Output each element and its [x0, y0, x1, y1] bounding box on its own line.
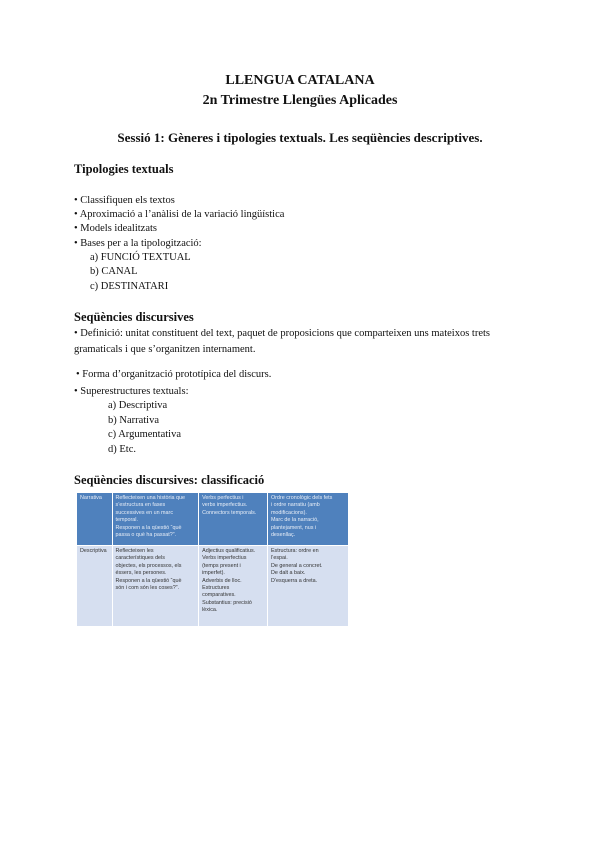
- sub-list-item: b) Narrativa: [108, 415, 160, 426]
- table-cell: Adjectius qualificatius. Verbs imperfectius (temps present i imperfet). Adverbis de lloc. Estructures comparatives. Substantius: precisió lèxica.: [199, 546, 268, 627]
- table-cell: Narrativa: [77, 493, 113, 546]
- document-subtitle: 2n Trimestre Llengües Aplicades: [202, 93, 398, 108]
- table-row: [77, 493, 349, 546]
- definition-paragraph: • Definició: unitat constituent del text, paquet de proposicions que comparteixen uns mateixos trets gramaticals i que s’organitzen internament.: [74, 328, 490, 355]
- sub-list-item: b) CANAL: [90, 266, 138, 277]
- table-cell: Estructura: ordre en l’espai. De general a concret. De dalt a baix. D’esquerra a dreta.: [267, 546, 348, 627]
- list-item: • Classifiquen els textos: [74, 195, 175, 206]
- document-title: LLENGUA CATALANA: [225, 73, 375, 88]
- sub-list-item: d) Etc.: [108, 444, 136, 455]
- classification-table: [76, 492, 349, 627]
- table-cell: Verbs perfectius i verbs imperfectius. Connectors temporals.: [199, 493, 268, 546]
- sub-list-item: a) Descriptiva: [108, 400, 168, 411]
- table-cell: Reflecteixen les característiques dels objectes, els processos, els éssers, les persones. Responen a la qüestió “què són i com són les coses?”.: [112, 546, 199, 627]
- list-item: • Aproximació a l’anàlisi de la variació lingüística: [74, 209, 285, 220]
- section-heading-classificacio: Seqüències discursives: classificació: [74, 473, 265, 487]
- section-heading-sequencies: Seqüències discursives: [74, 310, 194, 324]
- list-item: • Models idealitzats: [74, 223, 157, 234]
- list-item: • Bases per a la tipologització:: [74, 238, 202, 249]
- table-cell: Descriptiva: [77, 546, 113, 627]
- list-item: • Forma d’organització prototípica del discurs.: [76, 369, 272, 380]
- table-row: [77, 546, 349, 627]
- sub-list-item: c) DESTINATARI: [90, 281, 169, 292]
- section-heading-tipologies: Tipologies textuals: [74, 162, 174, 176]
- table-cell: Ordre cronològic dels fets i ordre narratiu (amb modificacions). Marc de la narració, plantejament, nus i desenllaç.: [267, 493, 348, 546]
- sub-list-item: c) Argumentativa: [108, 429, 181, 440]
- table-cell: Reflecteixen una història que s’estructura en fases successives en un marc temporal. Responen a la qüestió “què passa o què ha passat?”.: [112, 493, 199, 546]
- list-item: • Superestructures textuals:: [74, 386, 189, 397]
- session-heading: Sessió 1: Gèneres i tipologies textuals. Les seqüències descriptives.: [117, 130, 483, 145]
- sub-list-item: a) FUNCIÓ TEXTUAL: [90, 252, 191, 263]
